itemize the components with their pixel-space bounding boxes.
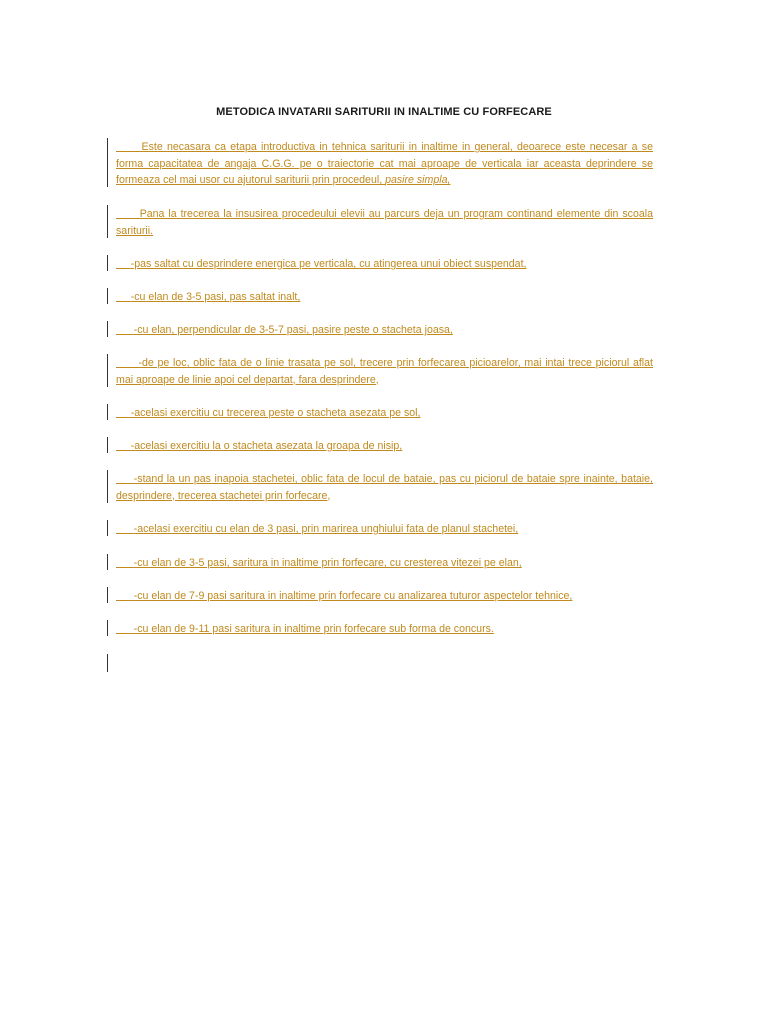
list-item-text: -cu elan de 3-5 pasi, saritura in inaltime prin forfecare, cu cresterea vitezei pe elan, (133, 557, 522, 569)
change-bar (107, 654, 108, 672)
change-bar (107, 354, 108, 387)
change-bar (107, 620, 108, 636)
paragraph (116, 206, 653, 239)
change-bar (107, 288, 108, 304)
list-item-text: -acelasi exercitiu la o stacheta asezata la groapa de nisip, (130, 440, 403, 452)
change-bar (107, 437, 108, 453)
list-item (116, 405, 653, 422)
change-bar (107, 554, 108, 570)
change-bar (107, 587, 108, 603)
list-item (116, 621, 653, 638)
paragraph-text: Pana la trecerea la insusirea procedeului elevii au parcurs deja un program continand elemente din scoala sariturii. (116, 208, 653, 237)
list-item-text: -acelasi exercitiu cu elan de 3 pasi, prin marirea unghiului fata de planul stachetei, (133, 523, 519, 535)
paragraph-emphasis: pasire simpla, (385, 174, 451, 186)
change-bar (107, 321, 108, 337)
change-bar (107, 255, 108, 271)
list-item-text: -cu elan de 7-9 pasi saritura in inaltime prin forfecare cu analizarea tuturor aspectelor tehnice, (133, 590, 573, 602)
change-bar (107, 205, 108, 238)
list-item (116, 289, 653, 306)
document-title: METODICA INVATARII SARITURII IN INALTIME CU FORFECARE (216, 106, 552, 118)
change-bar (107, 138, 108, 187)
list-item (116, 471, 653, 504)
list-item (116, 438, 653, 455)
list-item-text: -cu elan de 3-5 pasi, pas saltat inalt, (130, 291, 301, 303)
list-item-text: -stand la un pas inapoia stachetei, oblic fata de locul de bataie, pas cu piciorul de bataie spre inainte, bataie, desprindere, trecerea stachetei prin forfecare, (116, 473, 653, 502)
list-item (116, 355, 653, 388)
list-item-text: -de pe loc, oblic fata de o linie trasata pe sol, trecere prin forfecarea picioarelor, mai intai trece piciorul aflat mai aproape de linie apoi cel departat, fara desprindere, (116, 357, 653, 386)
list-item (116, 588, 653, 605)
list-item (116, 322, 653, 339)
list-item (116, 521, 653, 538)
change-bar (107, 520, 108, 536)
list-item (116, 555, 653, 572)
list-item-text: -cu elan de 9-11 pasi saritura in inaltime prin forfecare sub forma de concurs. (133, 623, 494, 635)
list-item-text: -pas saltat cu desprindere energica pe verticala, cu atingerea unui obiect suspendat, (130, 258, 527, 270)
paragraph (116, 139, 653, 189)
list-item-text: -cu elan, perpendicular de 3-5-7 pasi, pasire peste o stacheta joasa, (133, 324, 453, 336)
change-bar (107, 470, 108, 503)
list-item (116, 256, 653, 273)
change-bar (107, 404, 108, 420)
list-item-text: -acelasi exercitiu cu trecerea peste o stacheta asezata pe sol, (130, 407, 421, 419)
paragraph-text: Este necasara ca etapa introductiva in tehnica sariturii in inaltime in general, deoarece este necesar a se forma capacitatea de angaja C.G.G. pe o traiectorie cat mai aproape de verticala iar aceasta deprindere se formeaza cel mai usor cu ajutorul sariturii prin procedeul, (116, 141, 653, 186)
